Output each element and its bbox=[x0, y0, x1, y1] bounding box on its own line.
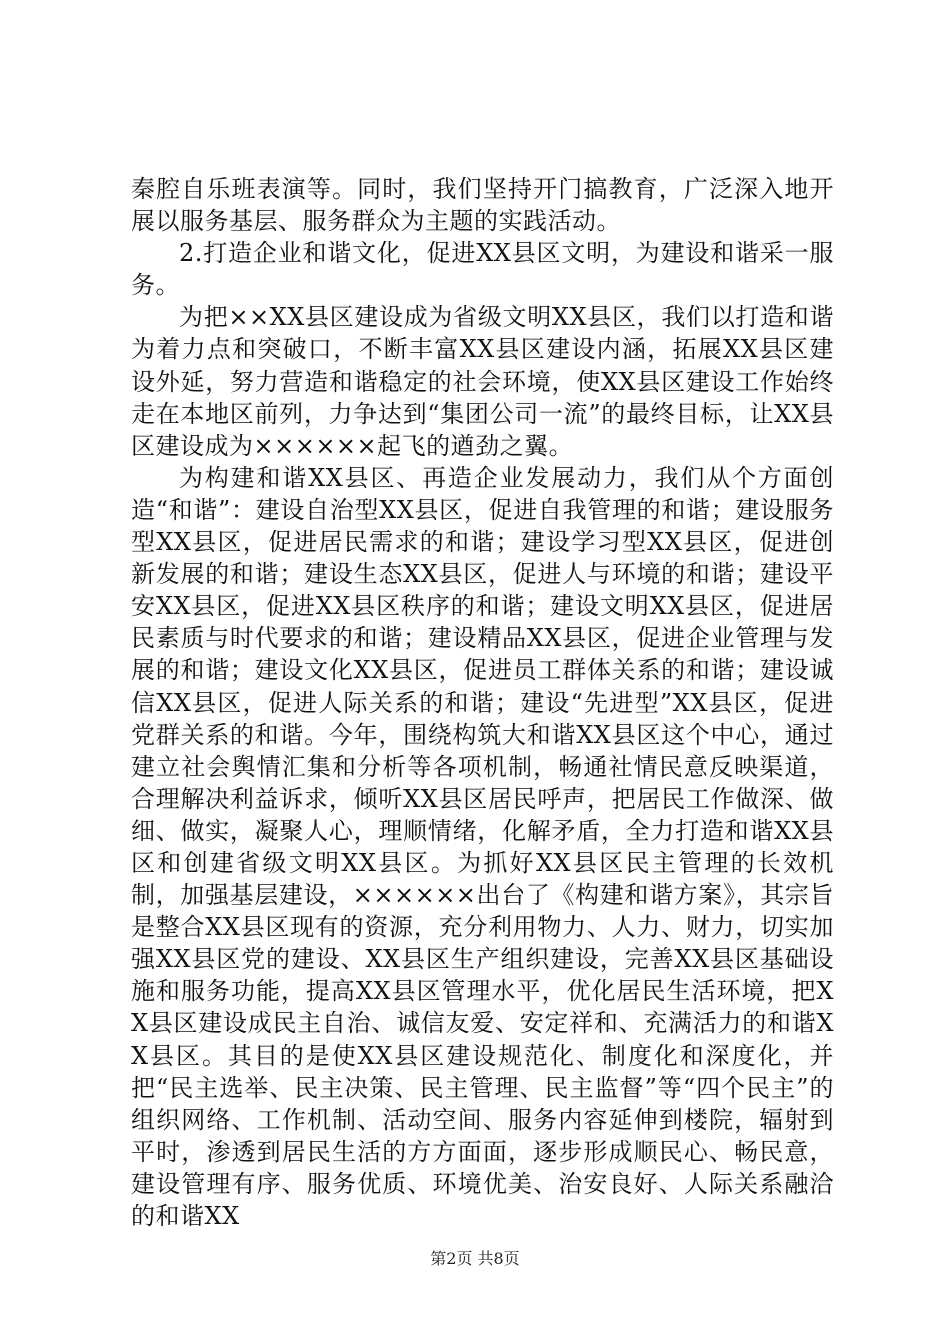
document-body bbox=[131, 173, 834, 1232]
paragraph-continuation: 秦腔自乐班表演等。同时，我们坚持开门搞教育，广泛深入地开展以服务基层、服务群众为主题的实践活动。 bbox=[131, 175, 834, 236]
paragraph-harmony-construction: 为构建和谐XX县区、再造企业发展动力，我们从个方面创造“和谐”：建设自治型XX县区，促进自我管理的和谐；建设服务型XX县区，促进居民需求的和谐；建设学习型XX县区，促进创新发展的和谐；建设生态XX县区，促进人与环境的和谐；建设平安XX县区，促进XX县区秩序的和谐；建设文明XX县区，促进居民素质与时代要求的和谐；建设精品XX县区，促进企业管理与发展的和谐；建设文化XX县区，促进员工群体关系的和谐；建设诚信XX县区，促进人际关系的和谐；建设“先进型”XX县区，促进党群关系的和谐。今年，围绕构筑大和谐XX县区这个中心，通过建立社会舆情汇集和分析等各项机制，畅通社情民意反映渠道，合理解决利益诉求，倾听XX县区居民呼声，把居民工作做深、做细、做实，凝聚人心，理顺情绪，化解矛盾，全力打造和谐XX县区和创建省级文明XX县区。为抓好XX县区民主管理的长效机制，加强基层建设，××××××出台了《构建和谐方案》，其宗旨是整合XX县区现有的资源，充分利用物力、人力、财力，切实加强XX县区党的建设、XX县区生产组织建设，完善XX县区基础设施和服务功能，提高XX县区管理水平，优化居民生活环境，把XX县区建设成民主自治、诚信友爱、安定祥和、充满活力的和谐XX县区。其目的是使XX县区建设规范化、制度化和深度化，并把“民主选举、民主决策、民主管理、民主监督”等“四个民主”的组织网络、工作机制、活动空间、服务内容延伸到楼院，辐射到平时，渗透到居民生活的方方面面，逐步形成顺民心、畅民意，建设管理有序、服务优质、环境优美、治安良好、人际关系融洽的和谐XX bbox=[131, 463, 834, 1230]
page-number-footer: 第2页 共8页 bbox=[430, 1249, 520, 1268]
paragraph-civilization-goal: 为把××XX县区建设成为省级文明XX县区，我们以打造和谐为着力点和突破口，不断丰富XX县区建设内涵，拓展XX县区建设外延，努力营造和谐稳定的社会环境，使XX县区建设工作始终走在本地区前列，力争达到“集团公司一流”的最终目标，让XX县区建设成为××××××起飞的遒劲之翼。 bbox=[131, 303, 834, 460]
section-heading: 2.打造企业和谐文化，促进XX县区文明，为建设和谐采一服务。 bbox=[131, 239, 834, 300]
